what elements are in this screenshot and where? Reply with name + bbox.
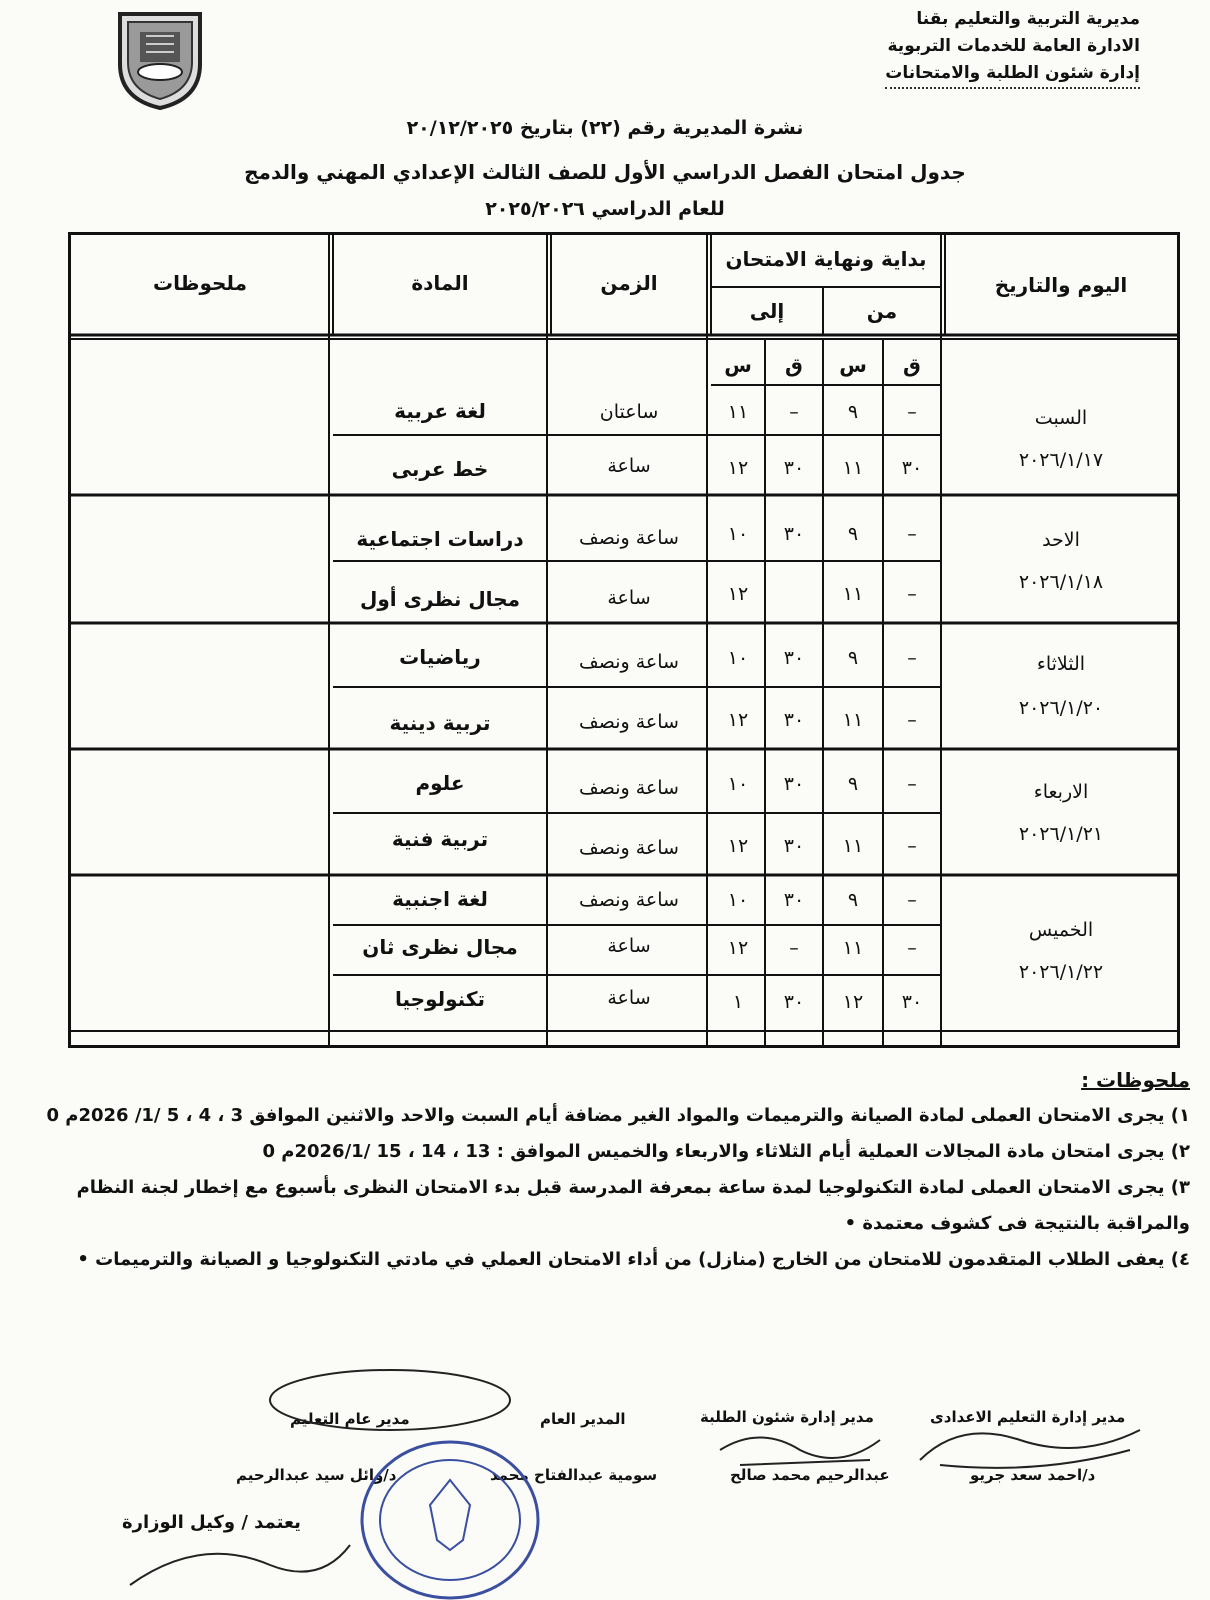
col-header-subject: المادة xyxy=(411,271,469,295)
from-min-cell: – xyxy=(907,773,917,795)
to-hour-cell: ١١ xyxy=(727,401,749,423)
note-item-1: ١) يجرى الامتحان العملى لمادة الصيانة والترميمات والمواد الغير مضافة أيام السبت والاحد والاثنين الموافق 3 ، 4 ، 5 /1/ 2026م 0 xyxy=(46,1105,1190,1126)
to-min-cell: ٣٠ xyxy=(783,835,805,857)
signer-4-name: د/وائل سيد عبدالرحيم xyxy=(236,1466,397,1484)
to-min-cell: ٣٠ xyxy=(783,709,805,731)
header-line-1: مديرية التربية والتعليم بقنا xyxy=(916,9,1140,29)
official-stamp-icon xyxy=(355,1430,545,1600)
col-header-notes: ملحوظات xyxy=(153,271,247,295)
subject-cell: تكنولوجيا xyxy=(395,987,485,1011)
academic-year: للعام الدراسي ٢٠٢٥/٢٠٢٦ xyxy=(485,198,725,220)
to-hour-cell: ١٢ xyxy=(727,709,749,731)
from-min-cell: – xyxy=(907,937,917,959)
from-min-cell: ٣٠ xyxy=(901,457,923,479)
duration-cell: ساعة ونصف xyxy=(579,837,679,859)
from-hour-cell: ١١ xyxy=(842,835,864,857)
to-hour-cell: ١٠ xyxy=(727,523,749,545)
from-hour-cell: ١١ xyxy=(842,583,864,605)
to-hour-cell: ١٠ xyxy=(727,773,749,795)
subject-cell: علوم xyxy=(415,771,465,795)
signer-3-title: المدير العام xyxy=(540,1410,626,1428)
subject-cell: مجال نظرى ثان xyxy=(362,935,518,959)
from-hour-cell: ١٢ xyxy=(842,991,864,1013)
col-header-to: إلى xyxy=(749,299,785,323)
from-min-cell: – xyxy=(907,401,917,423)
subject-cell: رياضيات xyxy=(399,645,481,669)
signer-2-title: مدير إدارة شئون الطلبة xyxy=(700,1408,874,1426)
to-hour-cell: ١٠ xyxy=(727,889,749,911)
day-date: ٢٠٢٦/١/١٨ xyxy=(1018,571,1104,593)
note-item-2: ٢) يجرى امتحان مادة المجالات العملية أيام الثلاثاء والاربعاء والخميس الموافق : 13 ، 14 ، 15 /2026/1م 0 xyxy=(262,1141,1190,1162)
subject-cell: تربية دينية xyxy=(389,711,491,735)
signer-2-name: عبدالرحيم محمد صالح xyxy=(730,1466,890,1484)
to-hour-cell: ١٢ xyxy=(727,457,749,479)
to-hour-cell: ١٢ xyxy=(727,583,749,605)
duration-cell: ساعة ونصف xyxy=(579,527,679,549)
to-min-cell: ٣٠ xyxy=(783,991,805,1013)
day-date: ٢٠٢٦/١/٢٢ xyxy=(1018,961,1104,983)
col-header-duration: الزمن xyxy=(600,271,658,295)
col-header-start-end: بداية ونهاية الامتحان xyxy=(725,247,927,271)
from-hour-cell: ٩ xyxy=(847,401,859,423)
header-line-3: إدارة شئون الطلبة والامتحانات xyxy=(840,60,1140,89)
duration-cell: ساعة ونصف xyxy=(579,889,679,911)
duration-cell: ساعة xyxy=(607,587,651,609)
duration-cell: ساعة xyxy=(607,935,651,957)
to-min-cell: ٣٠ xyxy=(783,773,805,795)
day-date: ٢٠٢٦/١/١٧ xyxy=(1018,449,1104,471)
subject-cell: دراسات اجتماعية xyxy=(356,527,524,551)
subject-cell: لغة اجنبية xyxy=(392,887,488,911)
signature-1-scrawl-icon xyxy=(900,1420,1160,1480)
duration-cell: ساعة ونصف xyxy=(579,777,679,799)
note-item-3: ٣) يجرى الامتحان العملى لمادة التكنولوجيا لمدة ساعة بمعرفة المدرسة قبل بدء الامتحان النظرى بأسبوع مع إخطار لجنة النظام والمراقبة بالنتيجة فى كشوف معتمدة • xyxy=(76,1177,1190,1234)
to-hour-cell: ١٢ xyxy=(727,835,749,857)
note-item-4: ٤) يعفى الطلاب المتقدمون للامتحان من الخارج (منازل) من أداء الامتحان العملي في مادتي التكنولوجيا و الصيانة والترميمات • xyxy=(77,1249,1190,1270)
to-min-cell: ٣٠ xyxy=(783,457,805,479)
duration-cell: ساعة ونصف xyxy=(579,711,679,733)
subject-cell: لغة عربية xyxy=(394,399,486,423)
signer-4-title: مدير عام التعليم xyxy=(290,1410,410,1428)
from-min-cell: – xyxy=(907,647,917,669)
duration-cell: ساعة xyxy=(607,455,651,477)
day-name: الثلاثاء xyxy=(1036,653,1086,675)
day-name: الخميس xyxy=(1028,919,1094,941)
subject-cell: تربية فنية xyxy=(391,827,489,851)
schedule-title: جدول امتحان الفصل الدراسي الأول للصف الثالث الإعدادي المهني والدمج xyxy=(244,160,966,184)
approval-signature-scrawl-icon xyxy=(120,1515,360,1595)
signer-1-name: د/احمد سعد جريو xyxy=(970,1466,1096,1484)
from-hour-cell: ١١ xyxy=(842,457,864,479)
to-hour-cell: ١٠ xyxy=(727,647,749,669)
notes-title: ملحوظات : xyxy=(1081,1068,1190,1092)
to-hour-cell: ١٢ xyxy=(727,937,749,959)
duration-cell: ساعة xyxy=(607,987,651,1009)
to-min-cell: ٣٠ xyxy=(783,889,805,911)
from-hour-cell: ١١ xyxy=(842,709,864,731)
directorate-header xyxy=(840,6,1140,89)
subject-cell: خط عربى xyxy=(391,457,489,481)
to-min-cell: ٣٠ xyxy=(783,647,805,669)
exam-schedule-table xyxy=(68,232,1180,1048)
from-min-cell: ٣٠ xyxy=(901,991,923,1013)
sub-header-to-min: ق xyxy=(785,353,803,377)
from-hour-cell: ٩ xyxy=(847,523,859,545)
to-hour-cell: ١ xyxy=(732,991,744,1013)
day-name: الاحد xyxy=(1042,529,1080,551)
notes-section xyxy=(40,1062,1190,1278)
from-min-cell: – xyxy=(907,583,917,605)
duration-cell: ساعتان xyxy=(599,401,659,423)
col-header-day-date: اليوم والتاريخ xyxy=(994,273,1128,297)
day-name: الاربعاء xyxy=(1033,781,1089,803)
day-date: ٢٠٢٦/١/٢٠ xyxy=(1018,697,1104,719)
from-hour-cell: ٩ xyxy=(847,647,859,669)
directorate-emblem-icon xyxy=(110,4,210,112)
col-header-from: من xyxy=(866,299,898,323)
approval-label: يعتمد / وكيل الوزارة xyxy=(122,1512,301,1533)
from-min-cell: – xyxy=(907,889,917,911)
sub-header-from-min: ق xyxy=(903,353,921,377)
bulletin-number: نشرة المديرية رقم (٢٢) بتاريخ ٢٠/١٢/٢٠٢٥ xyxy=(406,117,804,139)
from-hour-cell: ٩ xyxy=(847,889,859,911)
signature-4-scrawl-icon xyxy=(260,1360,520,1440)
from-hour-cell: ١١ xyxy=(842,937,864,959)
from-hour-cell: ٩ xyxy=(847,773,859,795)
to-min-cell: – xyxy=(789,401,799,423)
to-min-cell: ٣٠ xyxy=(783,523,805,545)
from-min-cell: – xyxy=(907,835,917,857)
from-min-cell: – xyxy=(907,523,917,545)
subject-cell: مجال نظرى أول xyxy=(360,587,520,611)
header-line-2: الادارة العامة للخدمات التربوية xyxy=(887,36,1140,56)
signature-2-scrawl-icon xyxy=(700,1420,900,1480)
duration-cell: ساعة ونصف xyxy=(579,651,679,673)
sub-header-to-hour: س xyxy=(724,353,752,377)
signer-3-name: سومية عبدالفتاح محمد xyxy=(490,1466,658,1484)
signer-1-title: مدير إدارة التعليم الاعدادى xyxy=(930,1408,1126,1426)
sub-header-from-hour: س xyxy=(839,353,867,377)
from-min-cell: – xyxy=(907,709,917,731)
day-date: ٢٠٢٦/١/٢١ xyxy=(1018,823,1104,845)
day-name: السبت xyxy=(1034,407,1088,429)
to-min-cell: – xyxy=(789,937,799,959)
